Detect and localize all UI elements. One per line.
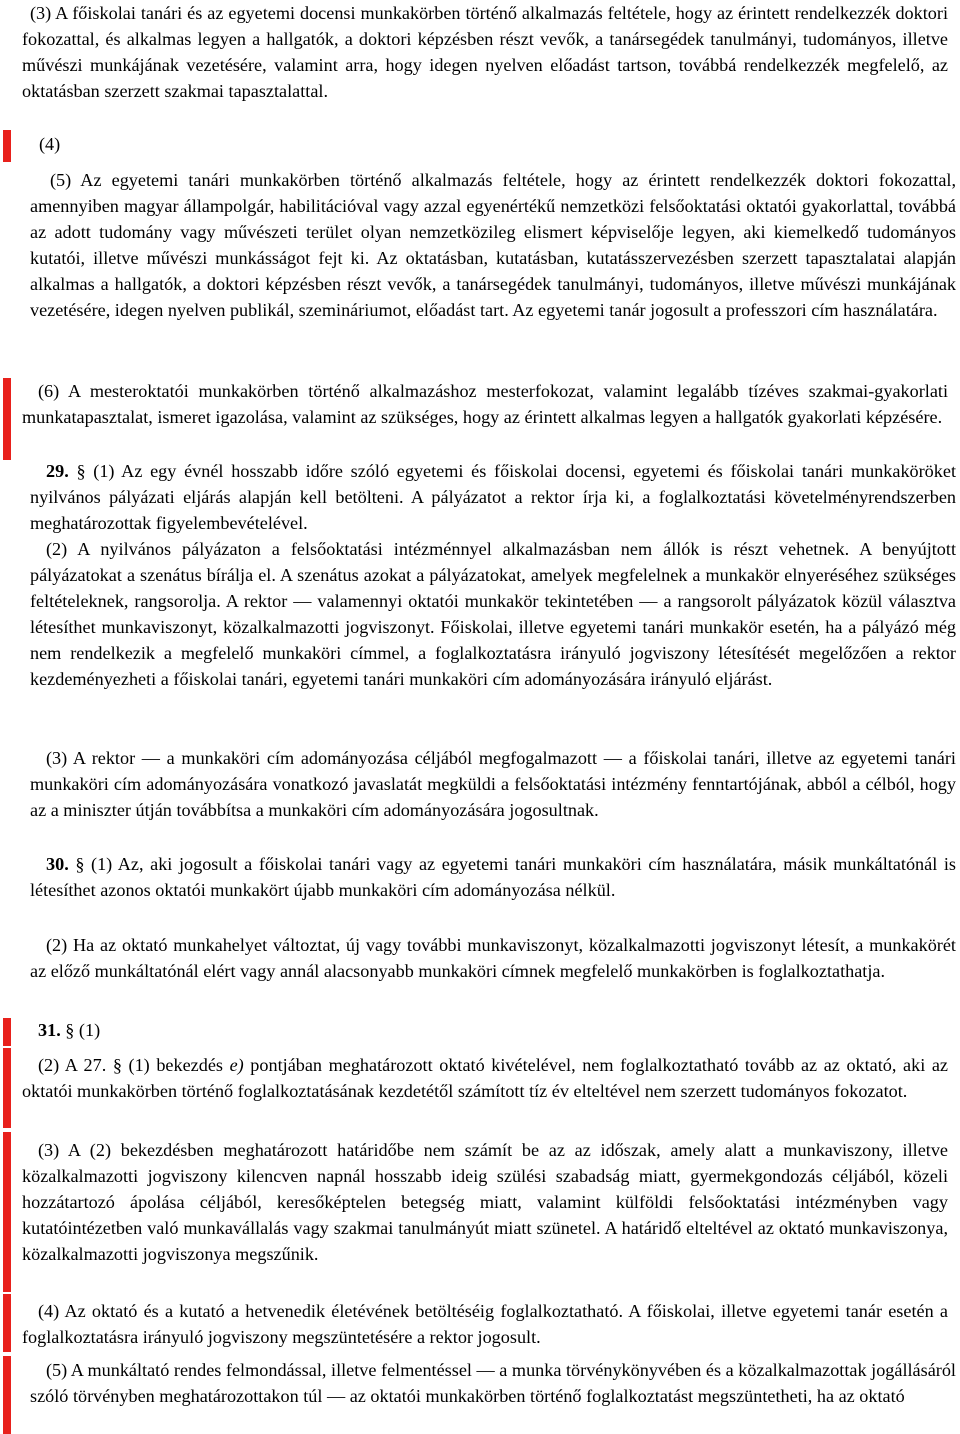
paragraph-5: (5) Az egyetemi tanári munkakörben történő alkalmazás feltétele, hogy az érintett rendelkezzék doktori fokozattal, amennyiben magyar állampolgár, habilitációval vagy azzal egyenértékű nemzetközi felsőoktatási oktatói gyakorlattal, továbbá az adott tudomány vagy művészeti terület olyan nemzetközileg elismert képviselője legyen, aki kiemelkedő tudományos kutatói, illetve művészi munkásságot fejt ki. Az oktatásban, kutatásban, kutatásszervezésben szerzett tapasztalatai alapján alkalmas a hallgatók, a doktori képzésben részt vevők, a tanársegédek tanulmányi, tudományos, illetve művészi munkájának vezetésére, idegen nyelven publikál, szemináriumot, előadást tart. Az egyetemi tanár jogosult a professzori cím használatára. xyxy=(30,170,956,320)
change-bar xyxy=(3,378,11,460)
section-text: § (1) xyxy=(65,1020,101,1040)
paragraph-3: (3) A főiskolai tanári és az egyetemi docensi munkakörben történő alkalmazás feltétele, hogy az érintett rendelkezzék doktori fokozattal, és alkalmas legyen a hallgatók, a doktori képzésben részt vevők, a tanársegédek tanulmányi, tudományos, illetve művészi munkájának vezetésére, valamint arra, hogy idegen nyelven előadást tartson, továbbá rendelkezzék megfelelő, az oktatásban szerzett szakmai tapasztalattal. xyxy=(22,3,948,101)
section-31-paragraph-3: (3) A (2) bekezdésben meghatározott határidőbe nem számít be az az időszak, amely alatt a munkaviszony, illetve közalkalmazotti jogviszony kilencven napnál hosszabb ideig szülési szabadság miatt, gyermekgondozás céljából, közeli hozzátartozó ápolása céljából, keresőképtelen betegség miatt, valamint külföldi felsőoktatási intézményben vagy kutatóintézetben való munkavállalás vagy szakmai tanulmányút miatt szünetel. A határidő elteltével az oktató munkaviszonya, közalkalmazotti jogviszonya megszűnik. xyxy=(22,1140,948,1264)
section-text: § (1) Az egy évnél hosszabb időre szóló egyetemi és főiskolai docensi, egyetemi és főiskolai tanári munkaköröket nyilvános pályázati eljárás alapján kell betölteni. A pályázatot a rektor írja ki, a foglalkoztatási követelményrendszerben meghatározottak figyelembevételével. xyxy=(30,461,956,533)
section-30-paragraph-2: (2) Ha az oktató munkahelyet változtat, új vagy további munkaviszonyt, közalkalmazotti jogviszonyt létesít, a munkakörét az előző munkáltatónál elért vagy annál alacsonyabb munkaköri címnek megfelelő munkakörben is foglalkoztathatja. xyxy=(30,935,956,981)
section-30-paragraph-1 xyxy=(30,851,956,903)
section-29-paragraph-3: (3) A rektor — a munkaköri cím adományozása céljából megfogalmazott — a főiskolai tanári, illetve az egyetemi tanári munkaköri cím adományozására vonatkozó javaslatát megküldi a felsőoktatási intézmény fenntartójának, abból a célból, hogy az a miniszter útján továbbítsa a munkaköri cím adományozására jogosultnak. xyxy=(30,748,956,820)
paragraph-4: (4) xyxy=(39,134,61,154)
section-text: § (1) Az, aki jogosult a főiskolai tanári vagy az egyetemi tanári munkaköri cím használatára, másik munkáltatónál is létesíthet azonos oktatói munkakört újabb munkaköri cím adományozása nélkül. xyxy=(30,854,956,900)
section-number: 29. xyxy=(46,461,69,481)
section-29-paragraph-2: (2) A nyilvános pályázaton a felsőoktatási intézménnyel alkalmazásban nem állók is részt vehetnek. A benyújtott pályázatokat a szenátus bírálja el. A szenátus azokat a pályázatokat, amelyek megfelelnek a munkakör elnyeréséhez szükséges feltételeknek, rangsorolja. A rektor — valamennyi oktatói munkakör tekintetében — a rangsorolt pályázatok közül választva létesíthet munkaviszonyt, közalkalmazotti jogviszonyt. Főiskolai, illetve egyetemi tanári munkakör esetén, ha a pályázó még nem rendelkezik a megfelelő munkaköri címmel, a foglalkoztatásra irányuló jogviszony létesítését megelőzően a rektor kezdeményezheti a főiskolai tanári, egyetemi tanári munkaköri cím adományozására irányuló eljárást. xyxy=(30,539,956,689)
change-bar xyxy=(3,1048,11,1128)
change-bar xyxy=(3,1018,11,1046)
section-31-paragraph-2: (2) A 27. § (1) bekezdés e) pontjában meghatározott oktató kivételével, nem foglalkoztatható tovább az az oktató, aki az oktatói munkakörben történő foglalkoztatásának kezdetétől számított tíz év elteltével nem szerzett tudományos fokozatot. xyxy=(22,1055,948,1101)
section-31-paragraph-1 xyxy=(30,1017,430,1043)
section-number: 31. xyxy=(38,1020,61,1040)
section-31-paragraph-5: (5) A munkáltató rendes felmondással, illetve felmentéssel — a munka törvénykönyvében és a közalkalmazottak jogállásáról szóló törvényben meghatározottakon túl — az oktatói munkakörben történő foglalkoztatást megszüntetheti, ha az oktató xyxy=(30,1360,956,1406)
point-reference: e) xyxy=(229,1055,244,1075)
paragraph-6: (6) A mesteroktatói munkakörben történő alkalmazáshoz mesterfokozat, valamint legalább tízéves szakmai-gyakorlati munkatapasztalat, ismeret igazolása, valamint az szükséges, hogy az érintett alkalmas legyen a hallgatók gyakorlati képzésére. xyxy=(22,381,948,427)
section-29-paragraph-1 xyxy=(30,458,956,536)
change-bar xyxy=(3,1356,11,1434)
change-bar xyxy=(3,1294,11,1352)
change-bar xyxy=(3,1132,11,1292)
section-number: 30. xyxy=(46,854,69,874)
change-bar xyxy=(3,130,11,162)
section-31-paragraph-4: (4) Az oktató és a kutató a hetvenedik életévének betöltéséig foglalkoztatható. A főiskolai, illetve egyetemi tanár esetén a foglalkoztatásra irányuló jogviszony megszüntetésére a rektor jogosult. xyxy=(22,1301,948,1347)
